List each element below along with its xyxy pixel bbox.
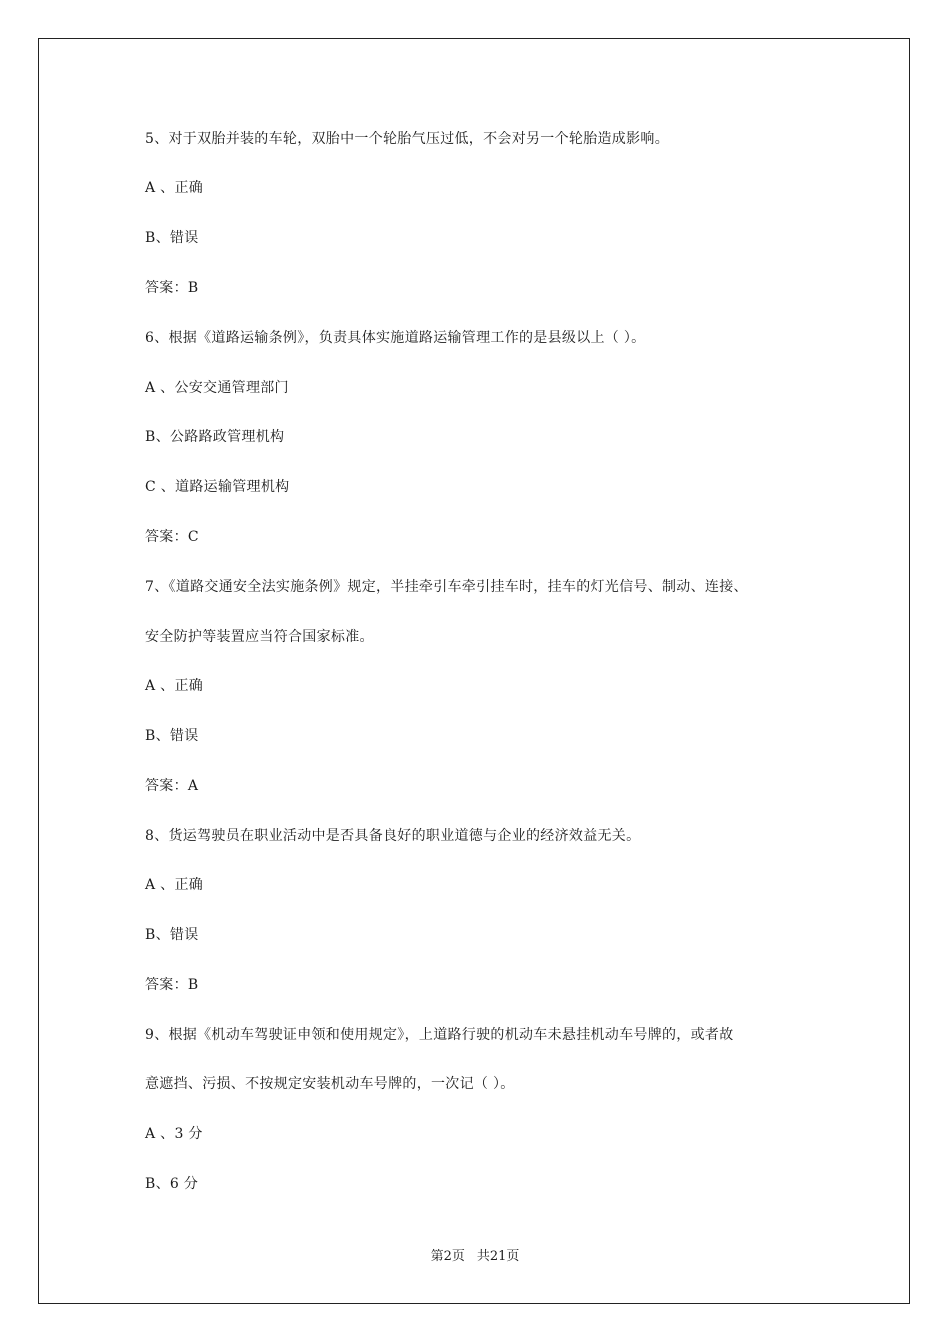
page-footer	[0, 1248, 950, 1266]
question-7-option-a: A 、正确	[145, 678, 204, 694]
question-9-option-b: B、6 分	[145, 1176, 199, 1192]
question-9-text-line-1: 9、根据《机动车驾驶证申领和使用规定》，上道路行驶的机动车未悬挂机动车号牌的，或者故	[145, 1027, 734, 1043]
page-total: 共21页	[476, 1249, 520, 1264]
page-number: 第2页	[430, 1249, 465, 1264]
question-9-option-a: A 、3 分	[145, 1126, 203, 1142]
question-5-option-b: B、错误	[145, 230, 199, 246]
question-7-text-line-1: 7、《道路交通安全法实施条例》规定，半挂牵引车牵引挂车时，挂车的灯光信号、制动、连接、	[145, 579, 748, 595]
question-8-option-a: A 、正确	[145, 877, 204, 893]
question-6-answer: 答案：C	[145, 529, 199, 545]
question-6-option-c: C 、道路运输管理机构	[145, 479, 290, 495]
question-6-option-b: B、公路路政管理机构	[145, 429, 285, 445]
question-5-option-a: A 、正确	[145, 180, 204, 196]
question-6-text: 6、根据《道路运输条例》，负责具体实施道路运输管理工作的是县级以上（ ）。	[145, 330, 646, 346]
question-5-text: 5、对于双胎并装的车轮，双胎中一个轮胎气压过低，不会对另一个轮胎造成影响。	[145, 131, 670, 147]
question-5-answer: 答案：B	[145, 280, 199, 296]
question-7-text-line-2: 安全防护等装置应当符合国家标准。	[145, 629, 374, 645]
question-8-text: 8、货运驾驶员在职业活动中是否具备良好的职业道德与企业的经济效益无关。	[145, 828, 641, 844]
question-6-option-a: A 、公安交通管理部门	[145, 380, 289, 396]
question-7-answer: 答案：A	[145, 778, 199, 794]
question-8-answer: 答案：B	[145, 977, 199, 993]
question-7-option-b: B、错误	[145, 728, 199, 744]
question-9-text-line-2: 意遮挡、污损、不按规定安装机动车号牌的，一次记（ ）。	[145, 1076, 515, 1092]
question-8-option-b: B、错误	[145, 927, 199, 943]
